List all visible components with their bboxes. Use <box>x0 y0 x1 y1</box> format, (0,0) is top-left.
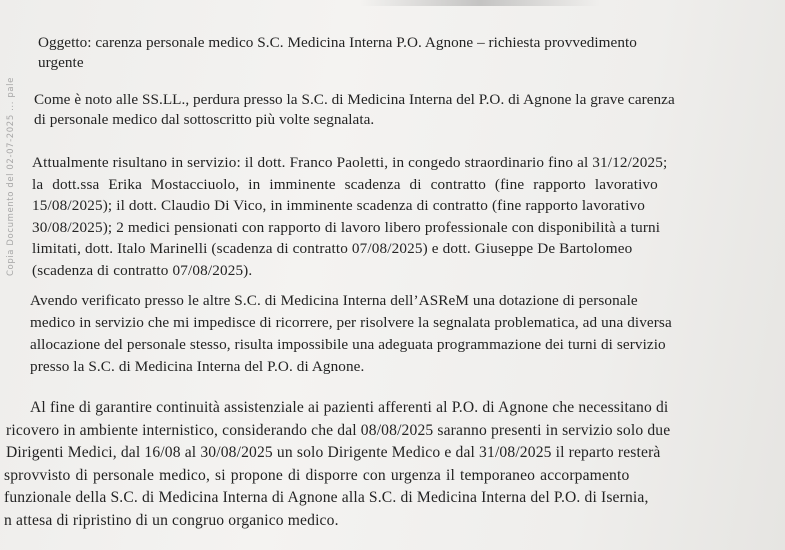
subject-line-2: urgente <box>38 54 84 71</box>
paragraph-line: limitati, dott. Italo Marinelli (scadenza di contratto 07/08/2025) e dott. Giuseppe De Bartolomeo <box>32 240 633 258</box>
paragraph-line: presso la S.C. di Medicina Interna del P.O. di Agnone. <box>30 358 365 375</box>
subject-line <box>38 33 637 73</box>
paragraph-3 <box>30 290 672 378</box>
paragraph-line: allocazione del personale stesso, risulta impossibile una adeguata programmazione dei turni di servizio <box>30 336 666 353</box>
paragraph-line: Come è noto alle SS.LL., perdura presso la S.C. di Medicina Interna del P.O. di Agnone la grave carenza <box>34 91 675 108</box>
paragraph-1 <box>34 90 675 130</box>
paragraph-line: 15/08/2025); il dott. Claudio Di Vico, in imminente scadenza di contratto (fine rapporto lavorativo <box>32 197 646 215</box>
protocol-stamp: Copia Documento del 02-07-2025 ... pale <box>6 77 16 276</box>
subject-line-1: Oggetto: carenza personale medico S.C. Medicina Interna P.O. Agnone – richiesta provvedimento <box>38 34 637 51</box>
paragraph-line: la dott.ssa Erika Mostacciuolo, in imminente scadenza di contratto (fine rapporto lavorativo <box>32 175 658 193</box>
paragraph-line: medico in servizio che mi impedisce di ricorrere, per risolvere la segnalata problematica, ad una diversa <box>30 314 672 331</box>
paragraph-line: n attesa di ripristino di un congruo organico medico. <box>4 511 339 529</box>
paragraph-line: sprovvisto di personale medico, si propone di disporre con urgenza il temporaneo accorpamento <box>4 466 630 484</box>
page-edge-shadow <box>360 0 600 6</box>
paragraph-line: ricovero in ambiente internistico, considerando che dal 08/08/2025 saranno presenti in servizio solo due <box>6 421 671 439</box>
paragraph-line: 30/08/2025); 2 medici pensionati con rapporto di lavoro libero professionale con disponibilità a turni <box>32 218 661 236</box>
paragraph-line: di personale medico dal sottoscritto più volte segnalata. <box>34 111 375 128</box>
paragraph-line: Attualmente risultano in servizio: il dott. Franco Paoletti, in congedo straordinario fino al 31/12/2025; <box>32 154 668 171</box>
paragraph-line: Dirigenti Medici, dal 16/08 al 30/08/2025 un solo Dirigente Medico e dal 31/08/2025 il reparto resterà <box>6 444 661 461</box>
paragraph-line: Avendo verificato presso le altre S.C. di Medicina Interna dell’ASReM una dotazione di personale <box>30 292 638 309</box>
paragraph-2 <box>32 152 667 282</box>
paragraph-line: (scadenza di contratto 07/08/2025). <box>32 261 253 279</box>
paragraph-line: Al fine di garantire continuità assistenziale ai pazienti afferenti al P.O. di Agnone che necessitano di <box>30 399 669 416</box>
paragraph-line: funzionale della S.C. di Medicina Interna di Agnone alla S.C. di Medicina Interna del P.O. di Isernia, <box>4 489 649 506</box>
paragraph-4 <box>4 397 670 532</box>
